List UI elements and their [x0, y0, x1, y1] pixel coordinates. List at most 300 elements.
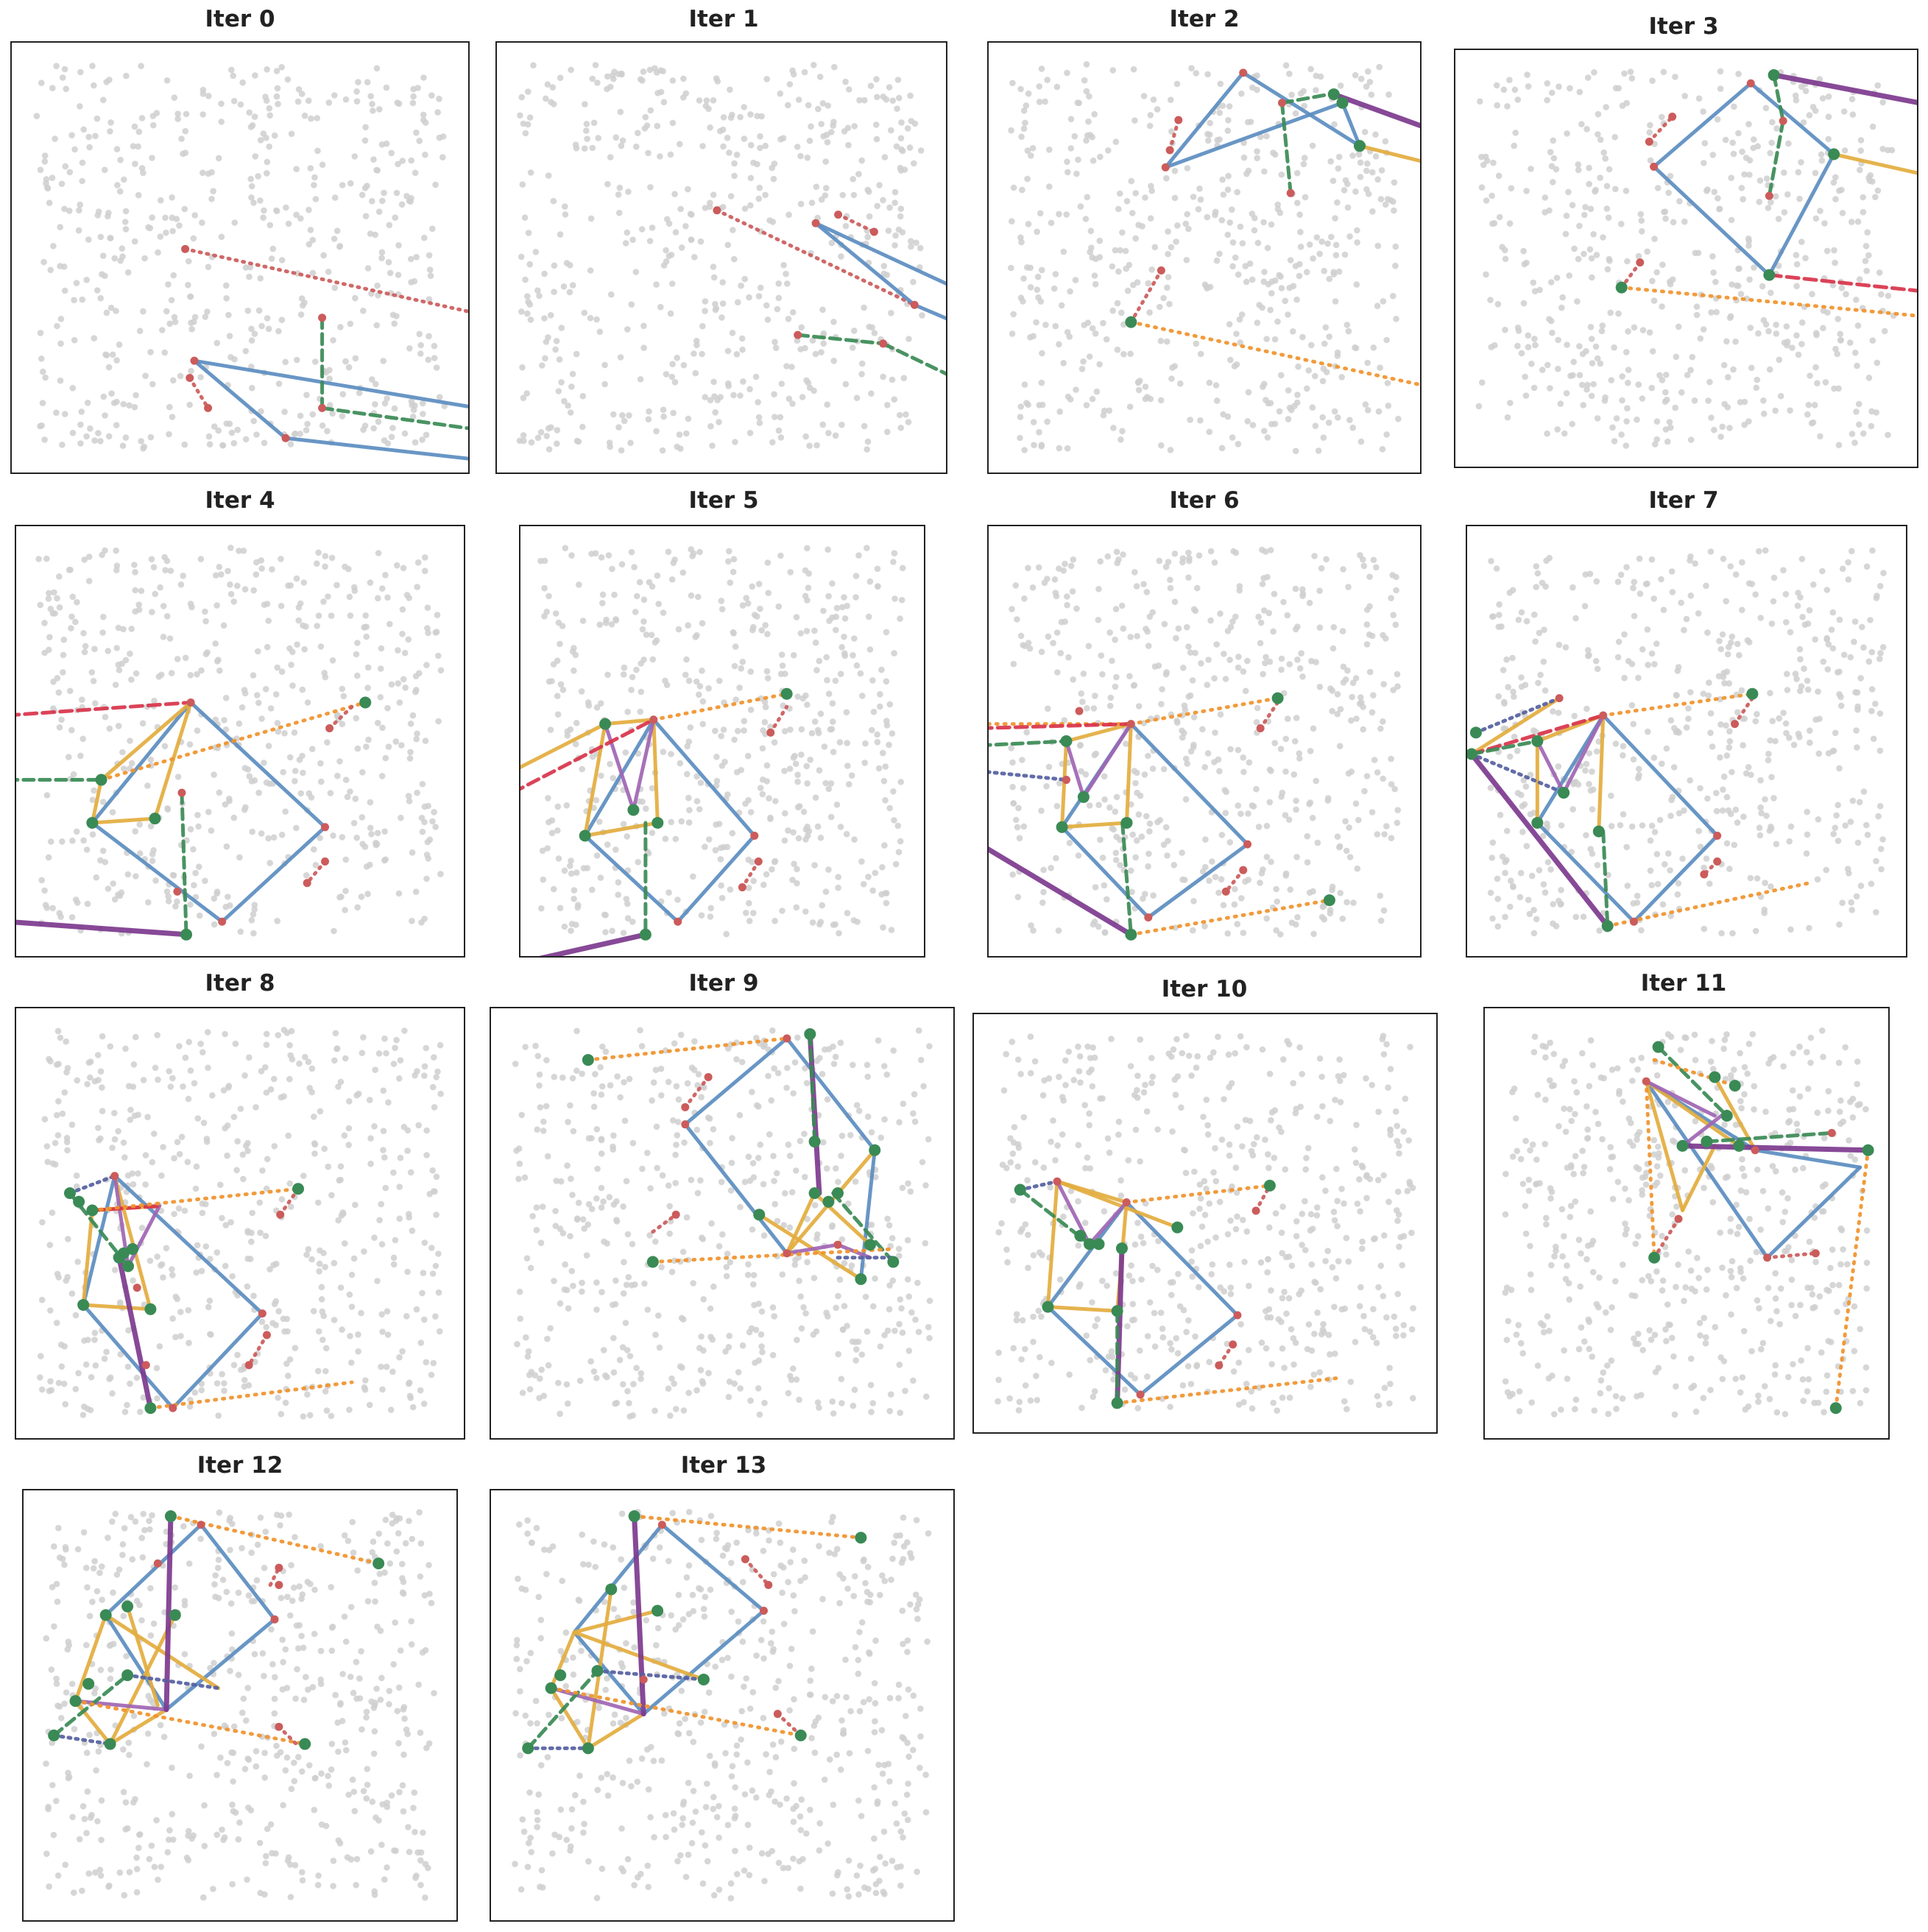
- background-point: [1357, 694, 1364, 701]
- background-point: [760, 727, 766, 734]
- background-point: [304, 421, 311, 428]
- background-point: [199, 111, 206, 118]
- background-point: [1583, 386, 1590, 393]
- background-point: [844, 709, 850, 715]
- background-point: [862, 740, 869, 747]
- background-point: [1073, 171, 1080, 177]
- background-point: [1576, 223, 1583, 230]
- background-point: [559, 623, 566, 629]
- background-point: [1068, 145, 1075, 152]
- background-point: [1058, 650, 1064, 657]
- background-point: [421, 1401, 428, 1407]
- background-point: [1011, 185, 1017, 191]
- background-point: [1720, 807, 1726, 814]
- background-point: [1533, 563, 1540, 570]
- background-point: [668, 751, 674, 757]
- background-point: [215, 1412, 222, 1419]
- background-point: [804, 628, 811, 634]
- background-point: [1523, 188, 1530, 194]
- background-point: [758, 627, 765, 634]
- background-point: [1185, 574, 1192, 581]
- graph-link: [1062, 741, 1067, 827]
- background-point: [40, 400, 46, 406]
- background-point: [1316, 447, 1322, 454]
- background-point: [92, 1330, 99, 1337]
- red-node: [1076, 707, 1084, 715]
- background-point: [1496, 173, 1503, 180]
- background-point: [1349, 425, 1356, 431]
- background-point: [41, 888, 48, 894]
- background-point: [1383, 337, 1390, 344]
- background-point: [776, 604, 783, 610]
- background-point: [106, 1376, 113, 1382]
- background-point: [790, 309, 797, 316]
- background-point: [1809, 291, 1815, 297]
- background-point: [296, 1061, 303, 1067]
- background-point: [311, 1140, 318, 1147]
- background-point: [653, 428, 660, 435]
- background-point: [161, 350, 168, 356]
- background-point: [888, 127, 894, 134]
- background-point: [746, 885, 752, 891]
- background-point: [661, 262, 668, 269]
- background-point: [151, 1130, 158, 1137]
- red-node: [321, 823, 329, 831]
- background-point: [177, 373, 184, 380]
- background-point: [1280, 599, 1287, 606]
- background-point: [1143, 396, 1149, 403]
- background-point: [436, 96, 442, 102]
- background-point: [98, 1068, 105, 1075]
- background-point: [1531, 930, 1538, 937]
- background-point: [841, 594, 847, 601]
- background-point: [1519, 350, 1525, 357]
- background-point: [84, 1081, 91, 1088]
- background-point: [1575, 256, 1582, 263]
- background-point: [610, 775, 617, 782]
- background-point: [1064, 169, 1071, 176]
- background-point: [233, 1041, 239, 1047]
- background-point: [40, 369, 46, 375]
- background-point: [250, 1292, 257, 1299]
- background-point: [813, 667, 820, 673]
- background-point: [360, 1034, 367, 1041]
- background-point: [571, 645, 577, 651]
- background-point: [864, 234, 871, 241]
- background-point: [264, 1041, 270, 1048]
- background-point: [244, 1140, 251, 1147]
- background-point: [699, 620, 706, 627]
- background-point: [1013, 582, 1020, 589]
- background-point: [1650, 595, 1657, 602]
- background-point: [1785, 141, 1792, 147]
- background-point: [894, 144, 900, 150]
- panel-iter-2: [987, 41, 1422, 474]
- background-point: [624, 901, 631, 907]
- background-point: [1594, 749, 1600, 755]
- background-point: [891, 650, 897, 657]
- background-point: [561, 398, 568, 405]
- background-point: [1046, 146, 1053, 153]
- background-point: [1754, 143, 1761, 149]
- background-point: [688, 546, 694, 553]
- background-point: [638, 376, 644, 383]
- background-point: [395, 242, 402, 249]
- background-point: [1165, 251, 1171, 258]
- red-node: [713, 206, 721, 214]
- background-point: [1762, 907, 1768, 913]
- background-point: [417, 350, 424, 357]
- background-point: [1056, 211, 1062, 218]
- background-point: [1293, 798, 1299, 804]
- background-point: [1326, 333, 1332, 340]
- background-point: [706, 836, 713, 843]
- background-point: [1355, 817, 1362, 824]
- background-point: [612, 616, 619, 623]
- background-point: [1489, 221, 1496, 227]
- background-point: [1286, 71, 1293, 77]
- background-point: [38, 355, 45, 362]
- background-point: [1235, 747, 1242, 754]
- background-point: [157, 1343, 163, 1350]
- background-point: [629, 301, 635, 308]
- background-point: [276, 381, 283, 387]
- background-point: [231, 1114, 238, 1120]
- background-point: [1594, 578, 1600, 585]
- green-node: [1272, 693, 1284, 704]
- background-point: [1519, 829, 1526, 835]
- background-point: [883, 679, 890, 685]
- background-point: [820, 422, 827, 428]
- background-point: [1784, 191, 1791, 198]
- background-point: [707, 905, 714, 912]
- background-point: [1675, 880, 1682, 887]
- background-point: [1762, 796, 1768, 803]
- background-point: [393, 738, 400, 745]
- background-point: [673, 836, 679, 843]
- graph-link: [115, 1176, 263, 1314]
- background-point: [1230, 239, 1237, 246]
- red-node: [649, 715, 657, 723]
- background-point: [197, 913, 203, 919]
- background-point: [1784, 323, 1790, 330]
- background-point: [1366, 573, 1373, 580]
- background-point: [794, 693, 801, 700]
- background-point: [288, 441, 294, 447]
- background-point: [1849, 431, 1856, 437]
- background-point: [674, 355, 680, 361]
- background-point: [418, 1340, 425, 1346]
- graph-link: [654, 720, 657, 823]
- background-point: [617, 185, 624, 191]
- background-point: [1109, 263, 1116, 270]
- background-point: [1615, 578, 1622, 585]
- background-point: [1075, 157, 1081, 163]
- background-point: [1344, 322, 1351, 328]
- background-point: [1142, 194, 1148, 201]
- background-point: [599, 600, 606, 606]
- background-point: [123, 434, 130, 441]
- background-point: [94, 287, 101, 294]
- background-point: [725, 383, 732, 389]
- background-point: [1856, 401, 1862, 408]
- background-point: [241, 1377, 248, 1384]
- background-point: [1263, 336, 1270, 342]
- background-point: [1171, 862, 1178, 868]
- background-point: [881, 778, 888, 785]
- background-point: [604, 181, 611, 188]
- background-point: [174, 656, 181, 662]
- background-point: [63, 1038, 69, 1045]
- background-point: [1346, 824, 1352, 831]
- background-point: [1135, 380, 1142, 386]
- background-point: [1046, 764, 1053, 771]
- background-point: [649, 224, 656, 231]
- background-point: [1073, 386, 1079, 393]
- background-point: [1245, 418, 1251, 425]
- background-point: [119, 253, 126, 260]
- background-point: [363, 213, 370, 219]
- background-point: [894, 105, 900, 112]
- background-point: [688, 210, 694, 217]
- background-point: [1380, 681, 1387, 687]
- background-point: [1124, 198, 1131, 205]
- background-point: [1741, 171, 1748, 178]
- background-point: [54, 675, 61, 682]
- background-point: [573, 141, 579, 148]
- background-point: [593, 316, 600, 323]
- background-point: [52, 610, 58, 617]
- background-point: [1165, 228, 1171, 235]
- background-point: [107, 119, 114, 126]
- background-point: [1123, 740, 1129, 747]
- graph-link: [1634, 835, 1717, 921]
- background-point: [1852, 350, 1859, 356]
- background-point: [1109, 658, 1115, 665]
- background-point: [829, 726, 836, 732]
- background-point: [53, 409, 60, 416]
- background-point: [133, 1034, 139, 1041]
- background-point: [91, 82, 97, 89]
- background-point: [824, 132, 830, 138]
- background-point: [1624, 405, 1631, 411]
- background-point: [1030, 145, 1037, 152]
- background-point: [243, 264, 250, 271]
- background-point: [311, 174, 318, 181]
- background-point: [409, 918, 415, 924]
- background-point: [1588, 324, 1595, 330]
- background-point: [794, 779, 801, 785]
- background-point: [624, 833, 630, 840]
- background-point: [718, 882, 724, 889]
- background-point: [1799, 614, 1806, 620]
- background-point: [1205, 657, 1212, 663]
- background-point: [286, 221, 292, 227]
- background-point: [347, 1292, 353, 1298]
- background-point: [1804, 809, 1810, 815]
- background-point: [548, 312, 554, 319]
- background-point: [1613, 740, 1620, 747]
- background-point: [1190, 898, 1197, 905]
- background-point: [205, 93, 212, 99]
- background-point: [1776, 357, 1783, 364]
- background-point: [1810, 420, 1817, 426]
- background-point: [304, 1391, 311, 1398]
- red-node: [204, 404, 212, 412]
- background-point: [1769, 620, 1776, 627]
- background-point: [185, 282, 191, 289]
- background-point: [1550, 179, 1556, 185]
- background-point: [621, 671, 627, 678]
- panel-iter-4: [15, 525, 465, 958]
- background-point: [1718, 646, 1725, 653]
- background-point: [319, 1337, 326, 1343]
- background-point: [1634, 417, 1640, 423]
- graph-canvas: [989, 43, 1420, 473]
- background-point: [1317, 684, 1324, 690]
- background-point: [1784, 339, 1791, 345]
- background-point: [79, 696, 85, 703]
- background-point: [1659, 114, 1665, 121]
- background-point: [432, 1313, 439, 1320]
- background-point: [1056, 927, 1062, 934]
- background-point: [826, 690, 833, 697]
- background-point: [364, 684, 371, 691]
- green-node: [1121, 817, 1133, 829]
- background-point: [132, 587, 138, 594]
- background-point: [568, 383, 575, 390]
- background-point: [678, 818, 685, 825]
- background-point: [1596, 927, 1603, 934]
- background-point: [579, 766, 585, 773]
- background-point: [1104, 336, 1110, 343]
- background-point: [1307, 600, 1313, 606]
- red-node: [750, 832, 758, 840]
- background-point: [1580, 402, 1586, 408]
- background-point: [68, 614, 75, 620]
- background-point: [1795, 603, 1801, 609]
- background-point: [296, 604, 303, 611]
- background-point: [1011, 800, 1017, 807]
- background-point: [437, 135, 443, 141]
- background-point: [406, 793, 412, 799]
- background-point: [1548, 279, 1555, 286]
- background-point: [102, 412, 108, 419]
- background-point: [188, 1067, 194, 1074]
- background-point: [1367, 669, 1374, 676]
- background-point: [1180, 555, 1187, 562]
- background-point: [1709, 743, 1716, 750]
- background-point: [362, 138, 369, 144]
- background-point: [102, 1356, 108, 1362]
- background-point: [1286, 661, 1293, 668]
- background-point: [1830, 831, 1837, 838]
- background-point: [1684, 616, 1690, 623]
- background-point: [164, 805, 171, 812]
- background-point: [279, 832, 286, 838]
- background-point: [1793, 332, 1800, 339]
- background-point: [875, 566, 881, 573]
- background-point: [1363, 168, 1370, 174]
- background-point: [1204, 71, 1211, 78]
- background-point: [236, 721, 243, 727]
- background-point: [1353, 715, 1360, 722]
- background-point: [699, 912, 705, 919]
- background-point: [1364, 621, 1371, 628]
- background-point: [1225, 173, 1232, 180]
- background-point: [402, 650, 409, 657]
- background-point: [1042, 580, 1048, 587]
- background-point: [1708, 414, 1715, 421]
- background-point: [86, 578, 93, 584]
- background-point: [429, 818, 436, 825]
- background-point: [1876, 656, 1883, 662]
- panel-title-iter-10: Iter 10: [1161, 976, 1248, 1002]
- background-point: [314, 623, 320, 629]
- background-point: [62, 66, 68, 73]
- background-point: [77, 103, 83, 110]
- background-point: [554, 441, 560, 447]
- background-point: [1247, 261, 1254, 267]
- background-point: [171, 1155, 177, 1161]
- background-point: [1293, 807, 1299, 813]
- background-point: [822, 780, 829, 787]
- red-node: [1239, 866, 1247, 874]
- background-point: [611, 592, 618, 598]
- background-point: [216, 564, 223, 570]
- background-point: [105, 648, 111, 654]
- background-point: [410, 93, 417, 100]
- background-point: [207, 1298, 213, 1304]
- background-point: [1798, 683, 1805, 690]
- background-point: [85, 1337, 91, 1343]
- background-point: [1110, 425, 1117, 431]
- background-point: [1639, 646, 1646, 653]
- background-point: [1118, 310, 1125, 316]
- background-point: [844, 831, 850, 838]
- background-point: [1388, 781, 1395, 788]
- background-point: [763, 302, 770, 309]
- background-point: [186, 1096, 192, 1103]
- background-point: [1376, 64, 1383, 71]
- background-point: [1551, 155, 1558, 162]
- red-node: [1287, 189, 1295, 197]
- background-point: [826, 618, 833, 624]
- background-point: [262, 93, 269, 100]
- background-point: [526, 230, 532, 236]
- background-point: [1028, 152, 1034, 159]
- background-point: [154, 110, 160, 116]
- background-point: [1213, 641, 1220, 648]
- background-point: [1219, 217, 1226, 224]
- background-point: [867, 578, 874, 585]
- background-point: [596, 818, 603, 825]
- background-point: [416, 138, 423, 144]
- background-point: [1243, 279, 1250, 286]
- background-point: [568, 552, 575, 559]
- background-point: [1101, 882, 1108, 889]
- background-point: [1282, 768, 1289, 775]
- background-point: [1157, 558, 1163, 565]
- background-point: [838, 824, 844, 830]
- background-point: [1833, 813, 1840, 819]
- background-point: [1638, 211, 1645, 218]
- background-point: [1863, 243, 1870, 250]
- graph-link: [654, 720, 755, 836]
- background-point: [99, 1084, 105, 1091]
- background-point: [1115, 206, 1122, 213]
- background-point: [1174, 222, 1181, 229]
